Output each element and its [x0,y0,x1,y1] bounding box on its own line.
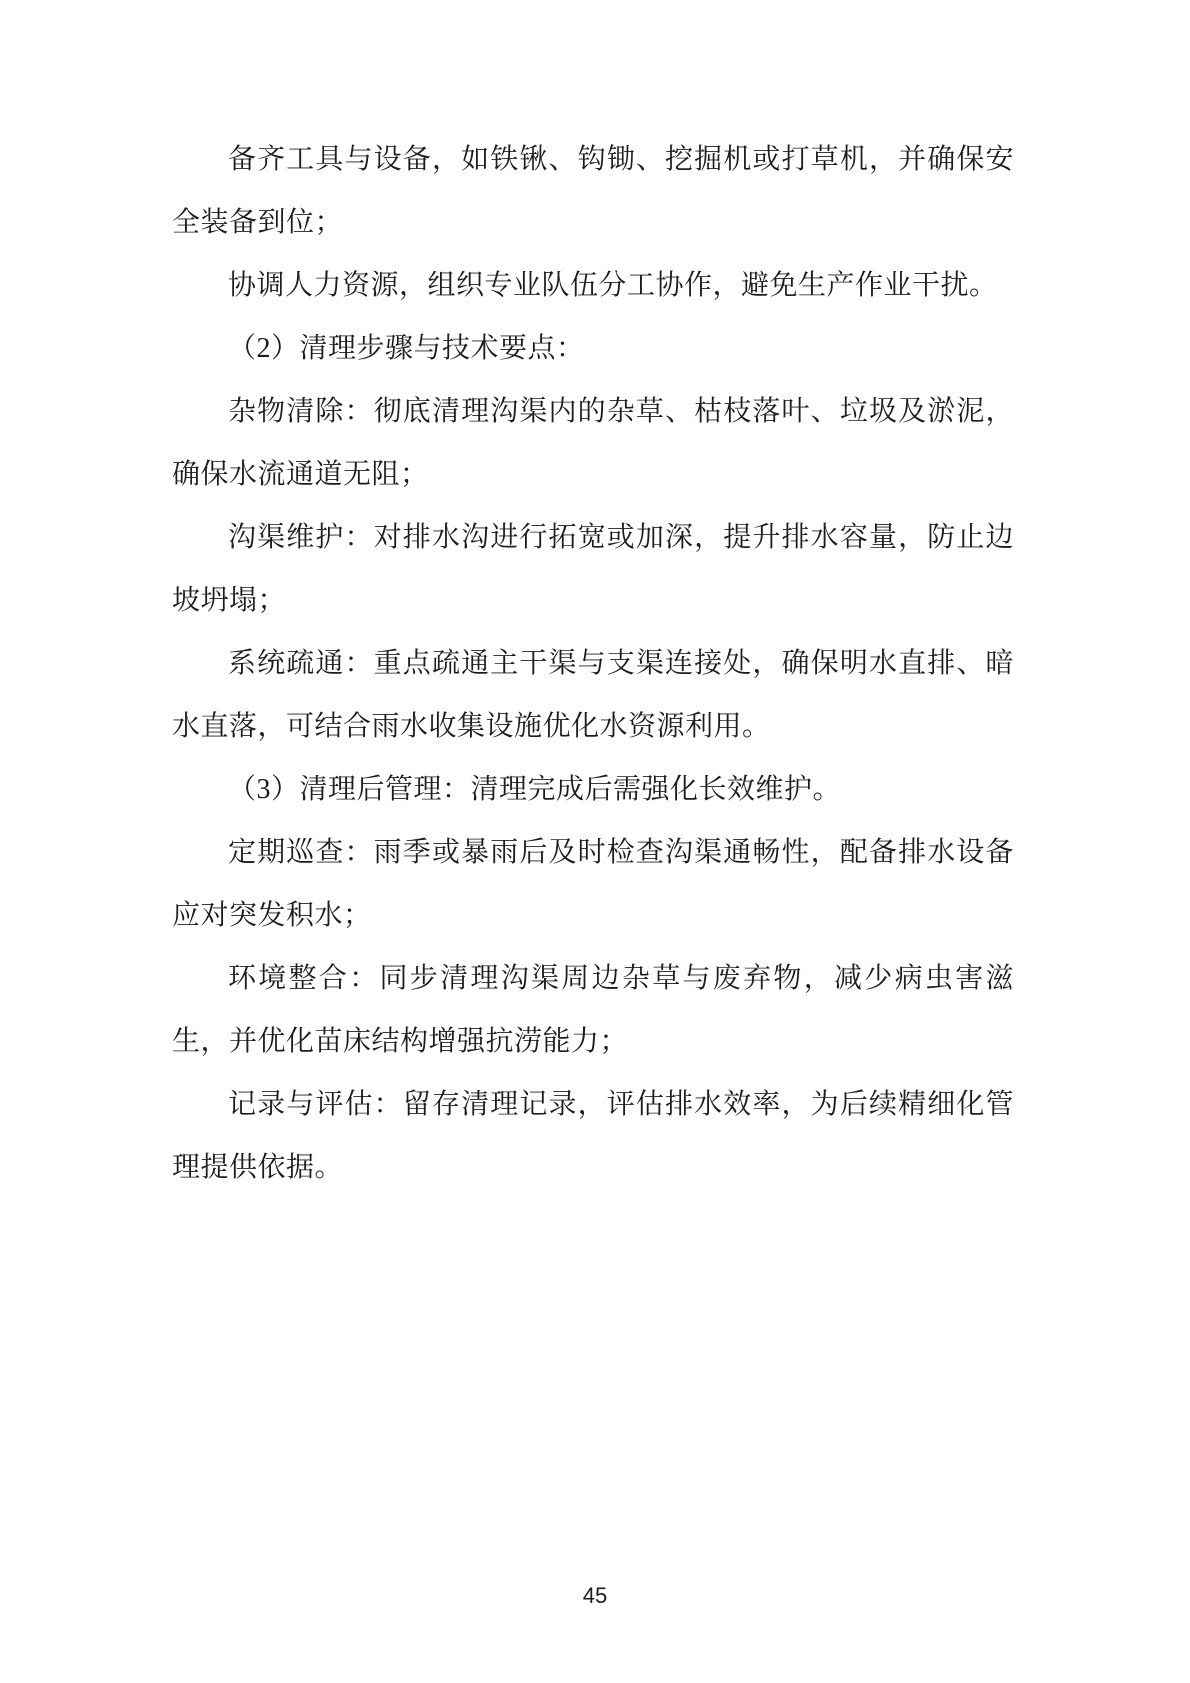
page-footer [0,1583,1190,1609]
paragraph: 协调人力资源，组织专业队伍分工协作，避免生产作业干扰。 [228,270,998,301]
paragraph: 杂物清除：彻底清理沟渠内的杂草、枯枝落叶、垃圾及淤泥，确保水流通道无阻； [172,396,1014,490]
paragraph: 记录与评估：留存清理记录，评估排水效率，为后续精细化管理提供依据。 [172,1089,1014,1183]
paragraph: 系统疏通：重点疏通主干渠与支渠连接处，确保明水直排、暗水直落，可结合雨水收集设施优化水资源利用。 [172,648,1014,742]
paragraph: （3）清理后管理：清理完成后需强化长效维护。 [228,774,842,805]
paragraph: 环境整合：同步清理沟渠周边杂草与废弃物，减少病虫害滋生，并优化苗床结构增强抗涝能力； [172,963,1014,1057]
paragraph: 定期巡查：雨季或暴雨后及时检查沟渠通畅性，配备排水设备应对突发积水； [172,837,1014,931]
paragraph: 沟渠维护：对排水沟进行拓宽或加深，提升排水容量，防止边坡坍塌； [172,522,1014,616]
page-number: 45 [582,1583,608,1608]
paragraph: 备齐工具与设备，如铁锹、钩锄、挖掘机或打草机，并确保安全装备到位； [172,144,1014,238]
paragraph: （2）清理步骤与技术要点： [228,333,585,364]
document-body [172,128,1014,1199]
